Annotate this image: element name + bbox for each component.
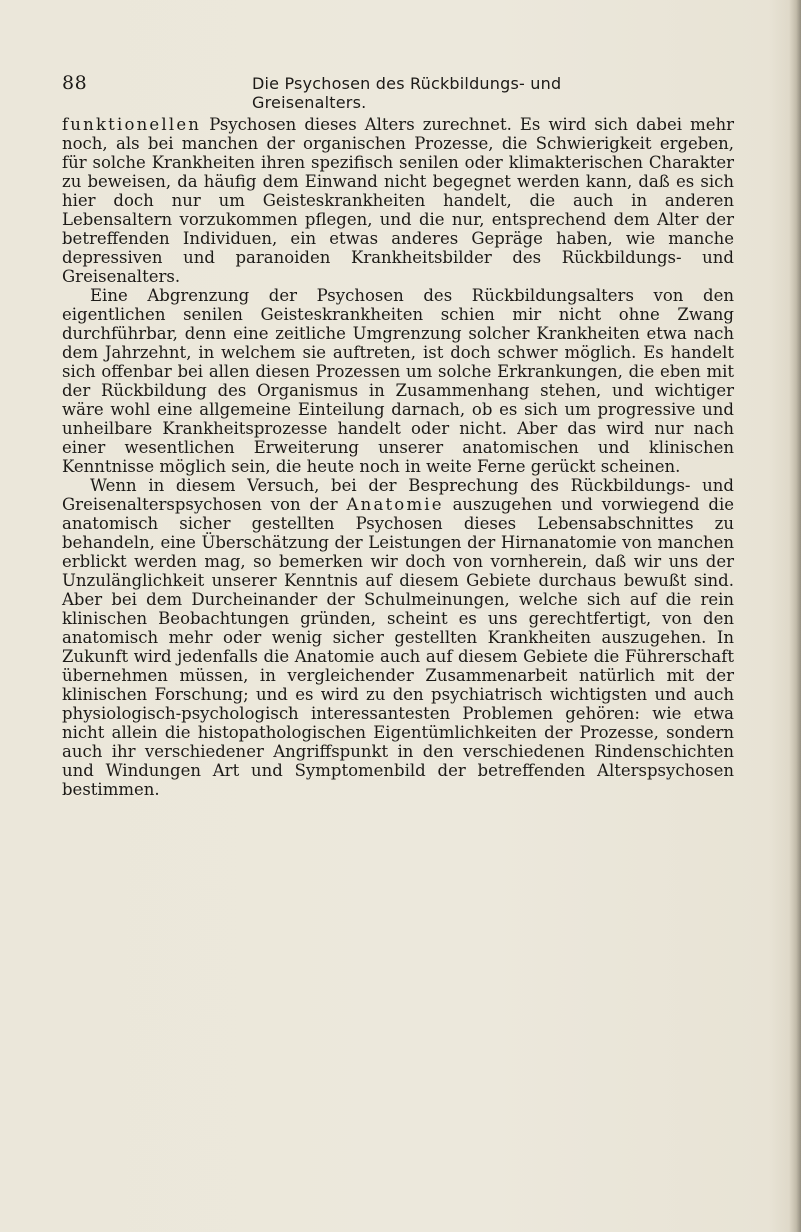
page-number: 88 (62, 72, 88, 94)
page-edge-shadow (789, 0, 801, 1232)
paragraph-2-text: Eine Abgrenzung der Psychosen des Rückbildungsalters von den eigentlichen senilen Geisteskrankheiten schien mir nicht ohne Zwang durchführbar, denn eine zeitliche Umgrenzung solcher Krankheiten etwa nach dem Jahrzehnt, in welchem sie auftreten, ist doch schwer möglich. Es handelt sich offenbar bei allen diesen Prozessen um solche Erkrankungen, die eben mit der Rückbildung des Organismus in Zusammenhang stehen, und wichtiger wäre wohl eine allgemeine Einteilung darnach, ob es sich um progressive und unheilbare Krankheitsprozesse handelt oder nicht. Aber das wird nur nach einer wesentlichen Erweiterung unserer anatomischen und klinischen Kenntnisse möglich sein, die heute noch in weite Ferne gerückt scheinen. (62, 286, 734, 476)
page-header (62, 72, 622, 112)
emphasized-word-funktionellen: funktionellen (62, 115, 202, 134)
paragraph-1-text: Psychosen dieses Alters zurechnet. Es wird sich dabei mehr noch, als bei manchen der organischen Prozesse, die Schwierigkeit ergeben, für solche Krankheiten ihren spezifisch senilen oder klimakterischen Charakter zu beweisen, da häufig dem Einwand nicht begegnet werden kann, daß es sich hier doch nur um Geisteskrankheiten handelt, die auch in anderen Lebensaltern vorzukommen pflegen, und die nur, entsprechend dem Alter der betreffenden Individuen, ein etwas anderes Gepräge haben, wie manche depressiven und paranoiden Krankheitsbilder des Rückbildungs- und Greisenalters. (62, 115, 734, 286)
paragraph-3 (62, 476, 734, 799)
body-text (62, 115, 734, 799)
paragraph-1 (62, 115, 734, 286)
emphasized-word-anatomie: Anatomie (346, 495, 444, 514)
paragraph-3-text-after: auszugehen und vorwiegend die anatomisch sicher gestellten Psychosen dieses Lebensabschnittes zu behandeln, eine Überschätzung der Leistungen der Hirnanatomie von manchen erblickt werden mag, so bemerken wir doch von vornherein, daß wir uns der Unzulänglichkeit unserer Kenntnis auf diesem Gebiete durchaus bewußt sind. Aber bei dem Durcheinander der Schulmeinungen, welche sich auf die rein klinischen Beobachtungen gründen, scheint es uns gerechtfertigt, von den anatomisch mehr oder wenig sicher gestellten Krankheiten auszugehen. In Zukunft wird jedenfalls die Anatomie auch auf diesem Gebiete die Führerschaft übernehmen müssen, in vergleichender Zusammenarbeit natürlich mit der klinischen Forschung; und es wird zu den psychiatrisch wichtigsten und auch physiologisch-psychologisch interessantesten Problemen gehören: wie etwa nicht allein die histopathologischen Eigentümlichkeiten der Prozesse, sondern auch ihr verschiedener Angriffspunkt in den verschiedenen Rindenschichten und Windungen Art und Symptomenbild der betreffenden Alterspsychosen bestimmen. (62, 495, 734, 799)
paragraph-3-text-before: Wenn in diesem Versuch, bei der Besprechung des Rückbildungs- und Greisenalterspsychosen von der (62, 476, 734, 514)
paragraph-2 (62, 286, 734, 476)
running-head: Die Psychosen des Rückbildungs- und Greisenalters. (252, 74, 562, 112)
